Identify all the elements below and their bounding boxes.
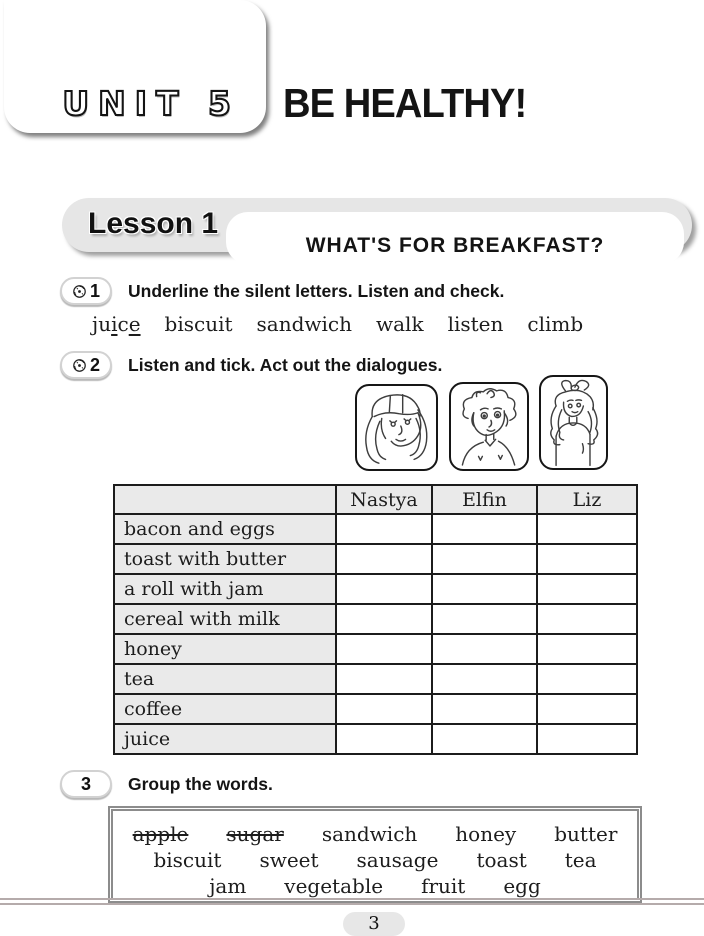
page-number: 3 [368,913,380,934]
food-label-cell: bacon and eggs [114,514,336,544]
group-word: biscuit [153,848,222,872]
tick-cell [336,634,432,664]
exercise2-number: 2 [89,354,100,375]
table-corner-cell [114,485,336,514]
tick-cell [537,544,637,574]
group-word: egg [503,874,541,898]
table-row [114,604,637,634]
tick-cell [336,514,432,544]
group-words-box [108,806,642,903]
table-column-header: Elfin [432,485,537,514]
group-words-line [113,847,637,873]
girl-with-bow-portrait [539,375,608,470]
tick-cell [336,604,432,634]
group-word: butter [554,822,618,846]
food-label-cell: a roll with jam [114,574,336,604]
tick-cell [537,634,637,664]
table-row [114,664,637,694]
group-word: fruit [421,874,466,898]
long-haired-girl-portrait [355,384,438,471]
footer-rule [0,898,704,905]
food-label-cell: tea [114,664,336,694]
exercise1-instruction: Underline the silent letters. Listen and check. [128,280,505,301]
exercise3-header [60,770,273,798]
lesson-title: WHAT'S FOR BREAKFAST? [305,234,605,257]
table-column-header: Nastya [336,485,432,514]
food-label-cell: honey [114,634,336,664]
tick-cell [432,604,537,634]
tick-cell [336,664,432,694]
group-word: tea [564,848,597,872]
exercise3-badge [60,770,112,798]
table-row [114,574,637,604]
tick-cell [336,694,432,724]
tick-cell [432,574,537,604]
group-word: apple [132,822,189,846]
group-word: sausage [356,848,439,872]
exercise1-word-list [92,312,583,336]
tick-cell [537,664,637,694]
group-word: sweet [259,848,319,872]
table-row [114,544,637,574]
tick-cell [432,514,537,544]
exercise1-word: walk [376,312,424,336]
curly-haired-girl-portrait [449,382,529,471]
food-label-cell: toast with butter [114,544,336,574]
exercise2-header [60,351,442,379]
page-number-badge [343,912,405,936]
food-label-cell: juice [114,724,336,754]
food-label-cell: coffee [114,694,336,724]
exercise1-word: sandwich [256,312,352,336]
exercise1-number: 1 [89,280,100,301]
cd-icon [72,284,87,299]
exercise3-number: 3 [80,773,91,794]
group-word: sugar [226,822,284,846]
table-row [114,514,637,544]
tick-cell [432,544,537,574]
tick-cell [432,694,537,724]
tick-cell [537,574,637,604]
exercise1-badge [60,277,112,305]
tick-cell [432,634,537,664]
table-body [114,514,637,754]
exercise1-word: biscuit [164,312,233,336]
unit-banner [4,0,266,133]
lesson-title-box [226,212,684,264]
table-row [114,724,637,754]
cd-icon [72,358,87,373]
exercise2-instruction: Listen and tick. Act out the dialogues. [128,354,443,375]
unit-title: BE HEALTHY! [283,80,527,126]
tick-cell [537,694,637,724]
tick-cell [432,664,537,694]
group-word: vegetable [284,874,384,898]
lesson-label: Lesson 1 [88,207,219,240]
exercise1-word: listen [447,312,504,336]
exercise2-badge [60,351,112,379]
exercise1-header [60,277,504,305]
table-row [114,634,637,664]
exercise1-word: climb [527,312,584,336]
exercise1-word: juice [92,312,141,336]
lesson-banner [62,198,692,257]
group-words-line [113,873,637,899]
group-words-line [113,821,637,847]
table-column-header: Liz [537,485,637,514]
tick-cell [432,724,537,754]
food-label-cell: cereal with milk [114,604,336,634]
tick-cell [537,724,637,754]
tick-cell [537,514,637,544]
exercise3-instruction: Group the words. [128,773,273,794]
tick-cell [537,604,637,634]
group-word: sandwich [321,822,418,846]
table-header [114,485,637,514]
tick-cell [336,724,432,754]
group-word: honey [455,822,517,846]
group-word: toast [476,848,527,872]
unit-label: UNIT 5 [62,84,240,123]
tick-cell [336,544,432,574]
table-row [114,694,637,724]
tick-cell [336,574,432,604]
breakfast-tick-table [113,484,638,755]
group-word: jam [209,874,247,898]
